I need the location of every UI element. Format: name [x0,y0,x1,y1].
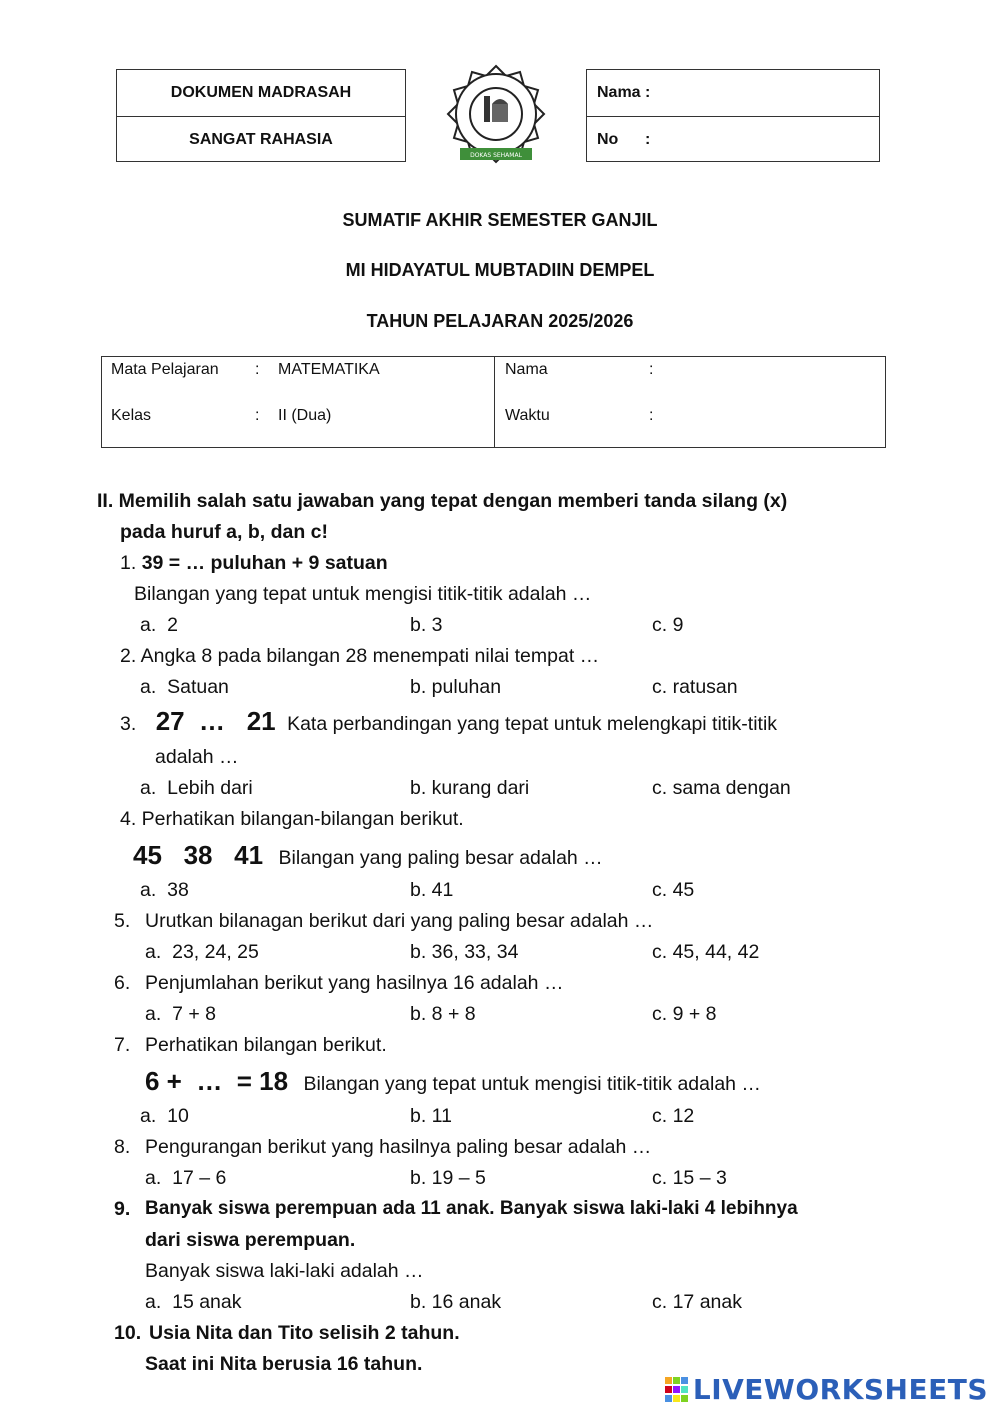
school-logo [440,62,552,166]
q7-expression: 6 + … = 18 [145,1066,289,1096]
q9-option-b[interactable]: b. 16 anak [410,1291,502,1313]
question-10-line2: Saat ini Nita berusia 16 tahun. [145,1353,423,1375]
question-7: Perhatikan bilangan berikut. [145,1034,387,1056]
q1-option-b[interactable]: b. 3 [410,614,443,636]
q5-option-c[interactable]: c. 45, 44, 42 [652,941,760,963]
q8-option-c[interactable]: c. 15 – 3 [652,1167,727,1189]
header-left-box [116,69,406,162]
q4-option-b[interactable]: b. 41 [410,879,454,901]
logo-ribbon-text: DOKAS SEHAMAL [470,152,522,159]
q1-text: 39 = … puluhan + 9 satuan [141,552,388,574]
student-name-label: Nama [505,361,548,378]
q9-option-c[interactable]: c. 17 anak [652,1291,742,1313]
q7-line [145,1066,761,1097]
class-label: Kelas [111,407,152,424]
time-colon: : [649,407,654,424]
question-1 [120,552,388,575]
q5-option-b[interactable]: b. 36, 33, 34 [410,941,519,963]
student-name-colon: : [649,361,654,378]
q7-option-a[interactable]: a. 10 [140,1105,189,1127]
class-value: II (Dua) [278,407,332,424]
q3-option-a[interactable]: a. Lebih dari [140,777,253,799]
q2-option-c[interactable]: c. ratusan [652,676,738,698]
q6-number: 6. [114,972,131,994]
liveworksheets-wordmark: LIVEWORKSHEETS [692,1373,988,1406]
q6-option-a[interactable]: a. 7 + 8 [145,1003,217,1025]
q4-line [133,840,603,871]
subject-colon: : [255,361,260,378]
question-10: Usia Nita dan Tito selisih 2 tahun. [149,1322,460,1344]
q4-option-a[interactable]: a. 38 [140,879,189,901]
q2-option-a[interactable]: a. Satuan [140,676,229,698]
liveworksheets-icon [665,1377,689,1403]
section-heading-2: pada huruf a, b, dan c! [120,521,329,543]
q7-option-c[interactable]: c. 12 [652,1105,695,1127]
name-label: Nama : [597,84,651,101]
info-left-column [102,357,495,447]
info-table [101,356,886,448]
number-label: No : [587,116,879,163]
q9-sub: Banyak siswa laki-laki adalah … [145,1260,424,1282]
q3-option-c[interactable]: c. sama dengan [652,777,791,799]
question-9-line2: dari siswa perempuan. [145,1229,356,1251]
question-5: Urutkan bilanagan berikut dari yang paling besar adalah … [145,910,654,932]
school-name: MI HIDAYATUL MUBTADIIN DEMPEL [345,260,655,280]
q3-text: Kata perbandingan yang tepat untuk melengkapi titik-titik [287,713,778,735]
q3-number: 3. [120,713,137,735]
subject-value: MATEMATIKA [278,361,380,378]
q1-option-a[interactable]: a. 2 [140,614,178,636]
q3-text-2: adalah … [155,746,239,768]
q4-option-c[interactable]: c. 45 [652,879,695,901]
q9-option-a[interactable]: a. 15 anak [145,1291,242,1313]
q8-option-b[interactable]: b. 19 – 5 [410,1167,486,1189]
question-6: Penjumlahan berikut yang hasilnya 16 adalah … [145,972,564,994]
q1-sub: Bilangan yang tepat untuk mengisi titik-titik adalah … [134,583,592,605]
q4-sub: Bilangan yang paling besar adalah … [278,847,603,869]
doc-label: DOKUMEN MADRASAH [170,84,352,101]
question-9: Banyak siswa perempuan ada 11 anak. Banyak siswa laki-laki 4 lebihnya [145,1198,798,1219]
q5-number: 5. [114,910,131,932]
info-right-column [495,357,885,447]
exam-title: SUMATIF AKHIR SEMESTER GANJIL [342,210,658,230]
q1-option-c[interactable]: c. 9 [652,614,684,636]
question-4: 4. Perhatikan bilangan-bilangan berikut. [120,808,464,830]
q2-option-b[interactable]: b. puluhan [410,676,502,698]
q6-option-c[interactable]: c. 9 + 8 [652,1003,717,1025]
q1-number: 1. [120,552,137,574]
q7-number: 7. [114,1034,131,1056]
q3-option-b[interactable]: b. kurang dari [410,777,530,799]
question-8: Pengurangan berikut yang hasilnya paling besar adalah … [145,1136,652,1158]
time-label: Waktu [505,407,550,424]
q4-numbers: 45 38 41 [133,840,264,870]
q6-option-b[interactable]: b. 8 + 8 [410,1003,476,1025]
q3-expression: 27 … 21 [155,706,276,736]
question-3 [120,706,777,737]
question-2: 2. Angka 8 pada bilangan 28 menempati nilai tempat … [120,645,600,667]
class-colon: : [255,407,260,424]
q5-option-a[interactable]: a. 23, 24, 25 [145,941,259,963]
subject-label: Mata Pelajaran [111,361,219,378]
q8-number: 8. [114,1136,131,1158]
confidential-label: SANGAT RAHASIA [117,116,405,163]
q9-number: 9. [114,1198,131,1220]
section-heading: II. Memilih salah satu jawaban yang tepat dengan memberi tanda silang (x) [97,490,788,512]
q8-option-a[interactable]: a. 17 – 6 [145,1167,227,1189]
q7-sub: Bilangan yang tepat untuk mengisi titik-titik adalah … [303,1073,761,1095]
liveworksheets-logo[interactable] [665,1373,988,1406]
academic-year: TAHUN PELAJARAN 2025/2026 [366,311,634,331]
q10-number: 10. [114,1322,142,1344]
q7-option-b[interactable]: b. 11 [410,1105,452,1127]
header-right-box [586,69,880,162]
